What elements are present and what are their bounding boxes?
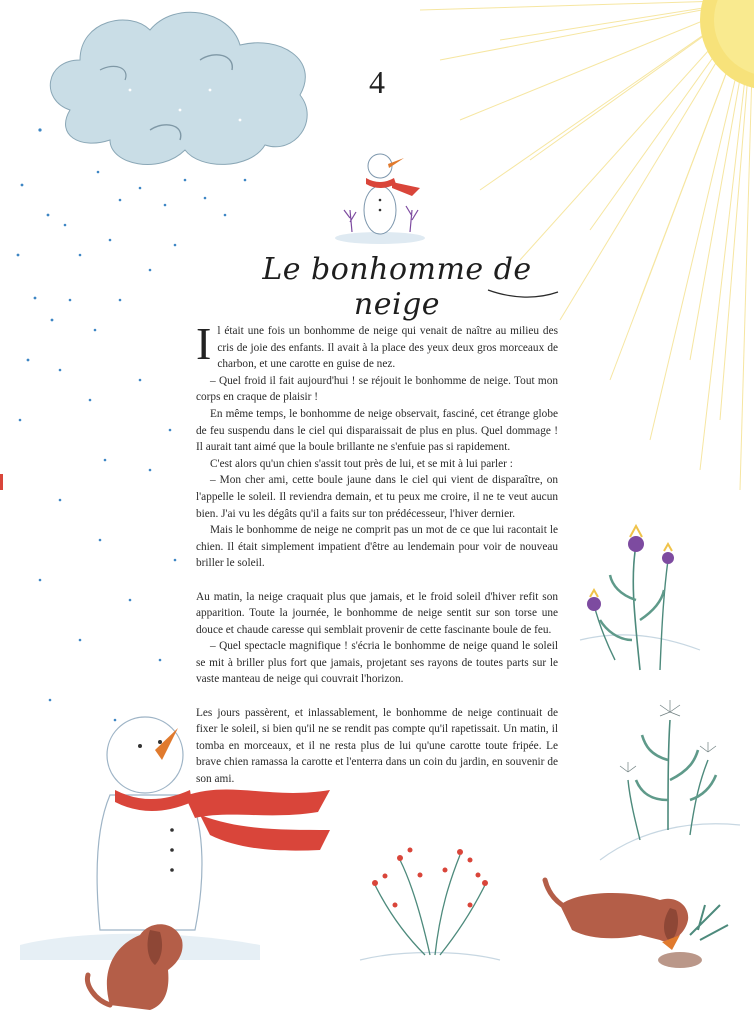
paragraph-1 (196, 318, 558, 373)
cloud-icon (50, 12, 307, 164)
paragraph-6: Mais le bonhomme de neige ne comprit pas un mot de ce que lui racontait le chien. Il était simplement impatient d'être au lendemain pour voir de nouveau briller le soleil. (196, 524, 558, 570)
paragraph-1-text: l était une fois un bonhomme de neige qui venait de naître au milieu des cris de joie des enfants. Il avait à la place des yeux deux gros morceaux de charbon, et une carotte en guise de nez. (217, 325, 558, 371)
dog-digging-icon (545, 880, 728, 968)
paragraph-2: – Quel froid il fait aujourd'hui ! se réjouit le bonhomme de neige. Tout mon corps en craque de plaisir ! (196, 374, 558, 404)
dandelion-plants-icon (600, 700, 740, 860)
drop-cap: I (196, 318, 212, 369)
thistle-flowers-icon (580, 526, 700, 670)
story-title: Le bonhomme de neige (262, 252, 532, 322)
paragraph-7: Au matin, la neige craquait plus que jamais, et le froid soleil d'hiver refit son apparition. Toute la journée, le bonhomme de neige sentit sur son torse une douce et chaude caresse qui semblait provenir de cette fascinante boule de feu. (196, 590, 558, 636)
section-gap (196, 688, 558, 705)
page-tab-mark (0, 474, 3, 490)
story-text (196, 318, 558, 788)
berry-bush-icon (360, 848, 500, 961)
paragraph-9: Les jours passèrent, et inlassablement, le bonhomme de neige continuait de fixer le soleil, si bien qu'il ne se rendit pas compte qu'il rapetissait. Un matin, il tomba en morceaux, et il ne resta plus de lui qu'une carotte toute fripée. Le brave chien ramassa la carotte et l'enterra dans un coin du jardin, en souvenir de son ami. (196, 706, 558, 786)
paragraph-5: – Mon cher ami, cette boule jaune dans le ciel qui vient de disparaître, on l'appelle le soleil. Il reviendra demain, et tu peux me croire, il ne te veut aucun bien. J'ai vu les dégâts qu'il a faits sur ton prédécesseur, l'hiver dernier. (196, 474, 558, 520)
paragraph-8: – Quel spectacle magnifique ! s'écria le bonhomme de neige quand le soleil se mit à briller plus fort que jamais, projetant ses rayons de toutes parts sur le vaste manteau de neige qui couvrait l'horizon. (196, 640, 558, 686)
small-snowman-icon (335, 154, 425, 244)
section-gap (196, 572, 558, 589)
paragraph-3: En même temps, le bonhomme de neige observait, fasciné, cet étrange globe de feu suspendu dans le ciel qui disparaissait de plus en plus. Quel dommage ! Il aurait tant aimé que la boule brillante ne s'enfuie pas si rapidement. (196, 407, 558, 454)
chapter-number: 4 (369, 64, 385, 100)
paragraph-4: C'est alors qu'un chien s'assit tout près de lui, et se mit à lui parler : (210, 457, 513, 470)
